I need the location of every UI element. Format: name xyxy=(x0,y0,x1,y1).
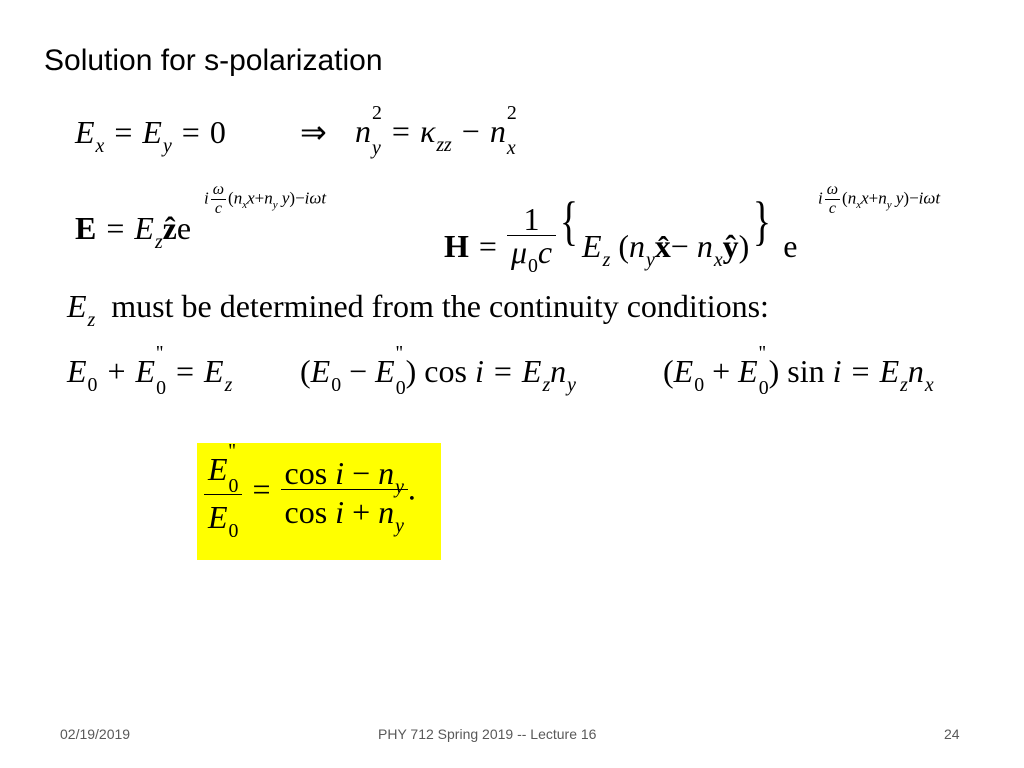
equation-dispersion: n 2 y = $\kappa_{zz} - n$ 2 x xyxy=(355,102,517,159)
continuity-text: must be determined from the continuity conditions: xyxy=(111,288,769,324)
footer-date: 02/19/2019 xyxy=(60,726,131,742)
equation-h-field: H = $\frac{1}{\mu_0c}$ { $E_z$ ($n_yx̂-$ $n_xŷ$)} e xyxy=(444,191,798,278)
h-field-exponent: i $\frac{\omega}{c}$ ($n_xx+n_y$ y)−iωt xyxy=(818,181,941,217)
continuity-eq-3: ($E_0 + E$ '' 0 ) $\sin i = E_zn_x$ xyxy=(663,342,934,399)
e-field-exponent: i $\frac{\omega}{c}$ ($n_xx+n_y$ y)−iωt xyxy=(204,181,327,217)
equation-ex-ey-zero: $E_x = E_y = 0$ xyxy=(75,114,226,157)
implies-arrow: ⇒ xyxy=(300,114,327,150)
continuity-statement: $E_z$ must be determined from the continuity conditions: xyxy=(67,288,769,331)
continuity-eq-2: ($E_0 - E$ '' 0 ) $\cos i = E_zn_y$ xyxy=(300,342,576,399)
continuity-eq-1: $E_0 + E$ '' 0 = $E_z$ xyxy=(67,342,233,399)
reflection-ratio: E '' 0 $E_0$ = $\frac{\cos i - n_y}{\cos i + n_y}$ . xyxy=(204,452,416,533)
page-number: 24 xyxy=(944,726,960,742)
footer-course: PHY 712 Spring 2019 -- Lecture 16 xyxy=(378,726,597,742)
slide-title: Solution for s-polarization xyxy=(44,44,383,77)
equation-e-field: $E = E_zẑe$ xyxy=(75,210,192,253)
